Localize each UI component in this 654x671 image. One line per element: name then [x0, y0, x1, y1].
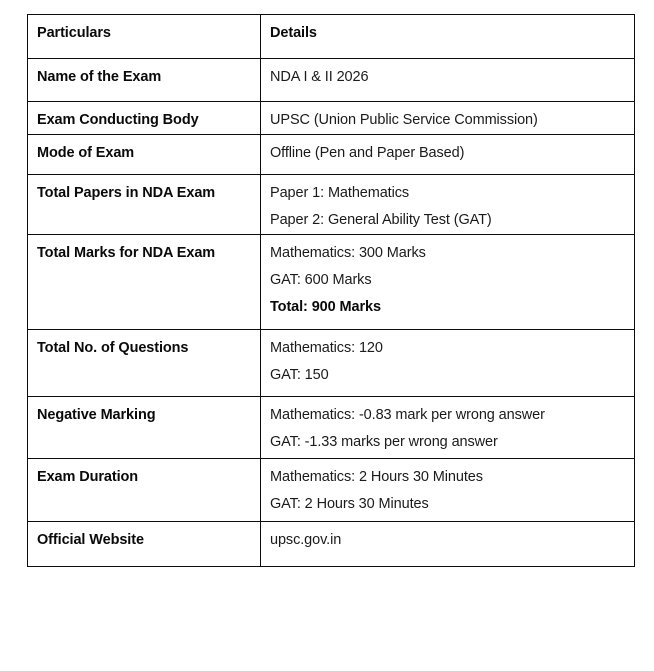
row-label-negative-marking: Negative Marking — [28, 397, 261, 459]
row-value-name-of-the-exam — [261, 59, 635, 102]
column-header-details: Details — [261, 15, 635, 59]
detail-line: Paper 2: General Ability Test (GAT) — [270, 212, 492, 229]
detail-line: Offline (Pen and Paper Based) — [270, 145, 465, 161]
row-label-official-website: Official Website — [28, 522, 261, 567]
row-label-exam-conducting-body: Exam Conducting Body — [28, 102, 261, 135]
table-row — [28, 59, 635, 102]
table-header-row — [28, 15, 635, 59]
detail-line: GAT: -1.33 marks per wrong answer — [270, 434, 498, 451]
row-value-total-questions — [261, 330, 635, 397]
row-value-mode-of-exam — [261, 135, 635, 175]
detail-line: Paper 1: Mathematics — [270, 185, 410, 201]
table-row — [28, 522, 635, 567]
row-label-total-papers: Total Papers in NDA Exam — [28, 175, 261, 235]
detail-line: UPSC (Union Public Service Commission) — [270, 112, 538, 128]
table-row — [28, 397, 635, 459]
table-row — [28, 175, 635, 235]
exam-details-table — [27, 14, 635, 567]
table-row — [28, 135, 635, 175]
row-value-negative-marking — [261, 397, 635, 459]
detail-line: Mathematics: 120 — [270, 340, 383, 356]
detail-line-total: Total: 900 Marks — [270, 299, 381, 316]
row-label-name-of-the-exam: Name of the Exam — [28, 59, 261, 102]
column-header-particulars: Particulars — [28, 15, 261, 59]
detail-line: NDA I & II 2026 — [270, 69, 369, 85]
row-label-mode-of-exam: Mode of Exam — [28, 135, 261, 175]
table-row — [28, 235, 635, 330]
table-row — [28, 102, 635, 135]
detail-line-website: upsc.gov.in — [270, 532, 342, 548]
row-value-total-papers — [261, 175, 635, 235]
detail-line: Mathematics: -0.83 mark per wrong answer — [270, 407, 545, 423]
row-value-exam-conducting-body — [261, 102, 635, 135]
row-label-exam-duration: Exam Duration — [28, 459, 261, 522]
table-row — [28, 459, 635, 522]
detail-line: GAT: 150 — [270, 367, 329, 384]
table-row — [28, 330, 635, 397]
row-value-exam-duration — [261, 459, 635, 522]
row-label-total-questions: Total No. of Questions — [28, 330, 261, 397]
row-value-total-marks — [261, 235, 635, 330]
detail-line: Mathematics: 2 Hours 30 Minutes — [270, 469, 483, 485]
detail-line: GAT: 600 Marks — [270, 272, 372, 289]
row-value-official-website — [261, 522, 635, 567]
detail-line: Mathematics: 300 Marks — [270, 245, 426, 261]
table-body — [28, 15, 635, 567]
row-label-total-marks: Total Marks for NDA Exam — [28, 235, 261, 330]
detail-line: GAT: 2 Hours 30 Minutes — [270, 496, 429, 513]
